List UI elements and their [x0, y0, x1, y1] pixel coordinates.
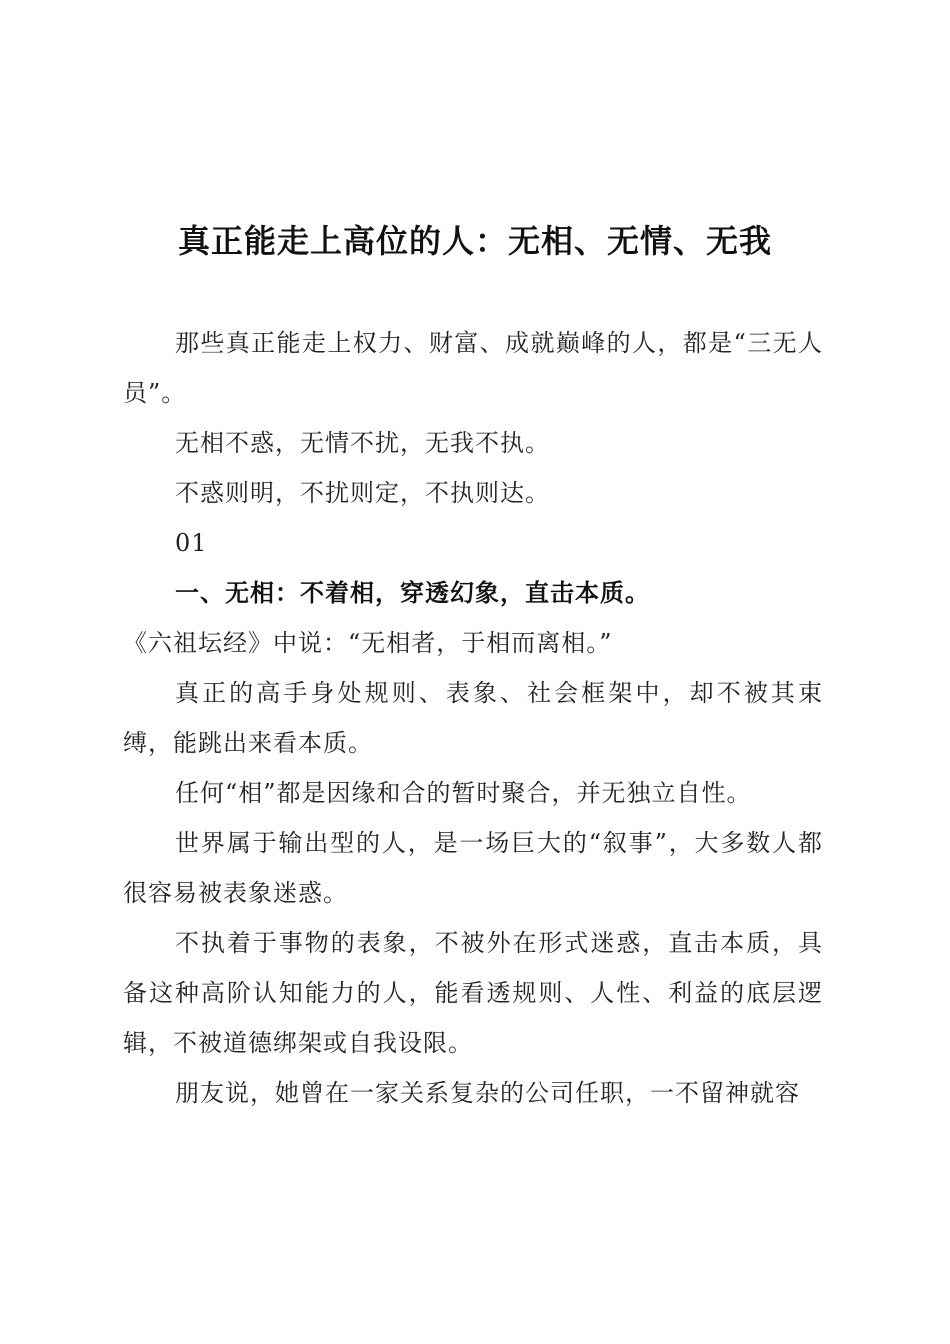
document-title: 真正能走上高位的人：无相、无情、无我	[177, 222, 772, 260]
section-number: 01	[175, 529, 208, 557]
paragraph-quote: 《六祖坛经》中说：“无相者，于相而离相。”	[123, 629, 613, 657]
section-heading: 一、无相：不着相，穿透幻象，直击本质。	[175, 579, 650, 607]
paragraph-body: 朋友说，她曾在一家关系复杂的公司任职，一不留神就容	[175, 1079, 800, 1107]
paragraph-three-nos: 无相不惑，无情不扰，无我不执。	[175, 429, 550, 457]
paragraph-body: 世界属于输出型的人，是一场巨大的“叙事”，大多数人都很容易被表象迷惑。	[123, 829, 823, 907]
paragraph-intro: 那些真正能走上权力、财富、成就巅峰的人，都是“三无人员”。	[123, 329, 823, 407]
paragraph-body: 不执着于事物的表象，不被外在形式迷惑，直击本质，具备这种高阶认知能力的人，能看透规则、人性、利益的底层逻辑，不被道德绑架或自我设限。	[123, 929, 823, 1057]
document-body	[123, 318, 823, 1118]
paragraph-body: 任何“相”都是因缘和合的暂时聚合，并无独立自性。	[175, 779, 752, 807]
paragraph-body: 真正的高手身处规则、表象、社会框架中，却不被其束缚，能跳出来看本质。	[123, 679, 823, 757]
paragraph-results: 不惑则明，不扰则定，不执则达。	[175, 479, 550, 507]
